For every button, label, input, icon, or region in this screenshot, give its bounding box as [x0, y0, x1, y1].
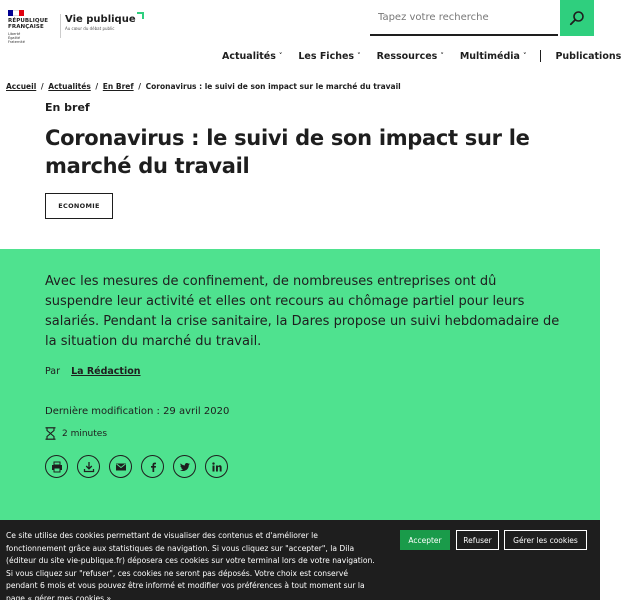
article-kicker: En bref [45, 101, 90, 114]
nav-item-publications[interactable]: Publications [555, 50, 622, 62]
cookie-manage-button[interactable]: Gérer les cookies [504, 530, 587, 550]
search-input[interactable] [370, 0, 558, 36]
cookie-text: Ce site utilise des cookies permettant de visualiser des contenus et d'améliorer le fonctionnement grâce aux statistiques de navigation. Si vous cliquez sur "accepter", la Dila (éditeur du site vie-publique.fr) déposera ces cookies sur votre terminal lors de votre navigation. Si vous cliquez sur "refuser", ces cookies ne seront pas déposés. Votre choix est conservé pendant 6 mois et vous pouvez être informé et modifier vos préférences à tout moment sur la page « gérer mes cookies ». [6, 531, 375, 603]
reading-time-value: 2 minutes [62, 428, 108, 439]
breadcrumb-separator: / [40, 82, 44, 91]
page-title: Coronavirus : le suivi de son impact sur le marché du travail [45, 126, 530, 178]
gov-line-2: FRANÇAISE [8, 24, 44, 30]
nav-divider [540, 50, 541, 62]
twitter-share-button[interactable] [173, 455, 196, 478]
nav-item-ressources[interactable]: Ressources ˅ [376, 50, 444, 62]
gov-motto: Liberté Égalité Fraternité [8, 32, 25, 44]
nav-item-les-fiches[interactable]: Les Fiches ˅ [298, 50, 361, 62]
linkedin-icon [211, 461, 223, 473]
chevron-down-icon: ˅ [278, 52, 283, 60]
download-button[interactable] [77, 455, 100, 478]
cookie-refuse-button[interactable]: Refuser [456, 530, 499, 550]
author-link[interactable]: La Rédaction [71, 366, 141, 377]
facebook-share-button[interactable] [141, 455, 164, 478]
share-toolbar [45, 455, 237, 478]
linkedin-share-button[interactable] [205, 455, 228, 478]
gov-line-1: RÉPUBLIQUE [8, 18, 49, 24]
main-nav [222, 48, 637, 64]
breadcrumb [6, 82, 401, 91]
email-icon [115, 461, 127, 473]
print-button[interactable] [45, 455, 68, 478]
search-button[interactable] [560, 0, 594, 36]
site-name: Vie publique [65, 14, 136, 25]
article-chapo: Avec les mesures de confinement, de nombreuses entreprises ont dû suspendre leur activité et elles ont recours au chômage partiel pour leurs salariés. Pendant la crise sanitaire, la Dares propose un suivi hebdomadaire de la situation du marché du travail. [45, 274, 560, 349]
hourglass-icon [45, 427, 56, 440]
site-header [0, 0, 622, 74]
byline [45, 366, 141, 377]
twitter-icon [179, 461, 191, 473]
quote-mark-icon [137, 12, 144, 19]
last-modified: Dernière modification : 29 avril 2020 [45, 406, 230, 417]
nav-item-multimedia[interactable]: Multimédia ˅ [459, 50, 527, 62]
cookie-banner [0, 520, 600, 603]
chevron-down-icon: ˅ [357, 52, 361, 60]
republique-francaise-logo[interactable] [8, 10, 56, 54]
site-tagline: Au cœur du débat public [65, 26, 115, 31]
email-share-button[interactable] [109, 455, 132, 478]
french-flag-icon [8, 10, 24, 16]
chevron-down-icon: ˅ [522, 52, 527, 60]
breadcrumb-separator: / [138, 82, 141, 91]
download-icon [83, 461, 95, 473]
facebook-icon [147, 461, 159, 473]
breadcrumb-separator: / [95, 82, 99, 91]
breadcrumb-current: Coronavirus : le suivi de son impact sur le marché du travail [145, 82, 401, 91]
byline-label: Par [45, 366, 61, 377]
print-icon [51, 461, 63, 473]
search-icon [569, 10, 585, 26]
vie-publique-logo[interactable] [60, 14, 136, 38]
chevron-down-icon: ˅ [440, 52, 444, 60]
breadcrumb-link-en-bref[interactable]: En Bref [102, 82, 134, 91]
tag-economie[interactable]: ECONOMIE [45, 193, 113, 219]
cookie-accept-button[interactable]: Accepter [400, 530, 450, 550]
nav-item-actualites[interactable]: Actualités ˅ [222, 50, 283, 62]
reading-time [45, 427, 107, 440]
breadcrumb-link-accueil[interactable]: Accueil [6, 82, 37, 91]
breadcrumb-link-actualites[interactable]: Actualités [48, 82, 91, 91]
